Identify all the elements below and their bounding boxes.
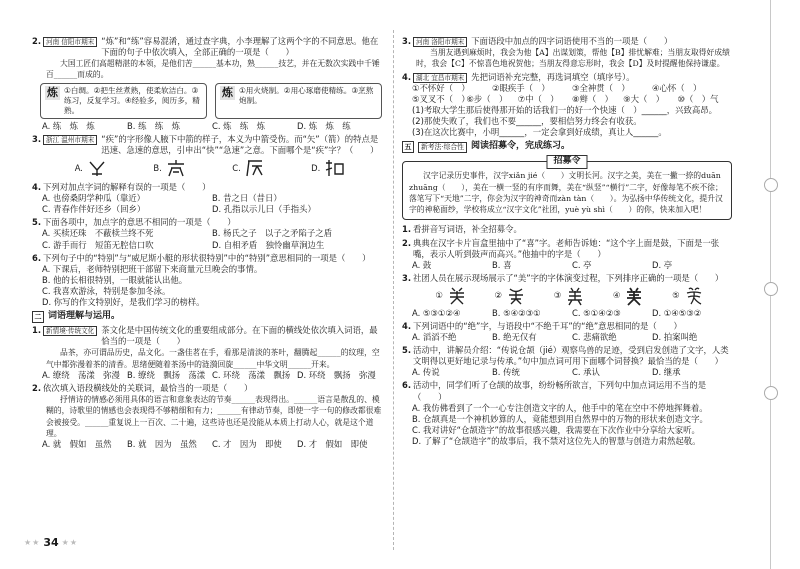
fill-sentence[interactable]: (1)考取大学生那后使得那开始的话我们一的好一个快速（ ）______，兴致高昂。 [412,104,717,115]
question-number: 6. [402,380,412,391]
script-evolution-glyphs [402,284,732,308]
idiom-blank[interactable]: ⑧辫（ ） [571,93,613,104]
glyph-item-3 [554,286,587,306]
card-character: 炼 [222,85,233,99]
ancient-glyph-icon [165,158,187,178]
question-left-4 [32,182,382,215]
option-d[interactable]: D. 环绕 飘扬 弥漫 [297,369,376,380]
options [32,370,382,381]
glyph-option-b[interactable] [153,158,186,178]
recruitment-title: 招募令 [546,155,587,169]
question-stem: 下列对加点字词的解释有误的一项是（ ） [43,182,211,193]
option-d[interactable]: D. 炼 炼 练 [297,120,351,131]
question-number: 5. [32,217,42,228]
question-stem: “炼”和“练”容易混淆，通过查字典，小李理解了这两个字的不同意思。他在下面的句子中依次填入，全部正确的一项是（ ） [101,36,379,58]
option-a[interactable]: A. 下课后，老师特别把班干部留下来商量元旦晚会的事情。 [42,263,263,274]
question-number: 6. [32,252,42,263]
glyph-label: ④ [612,290,621,301]
idiom-blank[interactable]: ⑤叉叉不（ ） [412,93,470,104]
question-stem: 下面语段中加点的四字词语使用不当的一项是（ ） [471,36,673,46]
question-number: 5. [402,345,412,356]
question-stem: 依次填入语段横线处的关联词，最恰当的一项是（ ） [43,383,253,394]
option-b[interactable]: B. 他的长相很特别，一眼就能认出他。 [42,274,188,285]
ancient-glyph-icon [244,158,266,178]
option-d[interactable]: D. 自相矛盾 独怜幽草涧边生 [212,239,325,250]
glyph-option-d[interactable] [311,158,345,178]
card-character: 炼 [47,85,58,99]
idiom-blank[interactable]: ④心怀（ ） [652,82,702,93]
option-c[interactable]: C. 青春作伴好还乡（回乡） [42,204,146,215]
mei-glyph-icon [446,286,468,306]
option-b[interactable]: B. 仓颉真是一个神机妙算的人，竟能想到用自然界中的万物的形状来创造文字。 [412,413,708,424]
section-header-vocabulary [32,311,382,323]
option-b[interactable]: B. 绝无仅有 [492,332,537,343]
glyph-item-2 [495,286,528,306]
option-a[interactable]: A. 也傍桑阴学种瓜（靠近） [42,193,146,204]
fill-sentence[interactable]: (3)在这次比赛中，小明______，一定会拿到好成绩，真让人______。 [412,127,667,138]
dictionary-card-1 [40,83,207,119]
question-passage: 品茶，亦可谓品历史，品文化。一盏佳茗在手，看那是清淡的茶叶，翻腾起______的纹理，空气中都弥漫着茶的清香。思绪便随着茶汤中的涟漪回旋______中华文明______开来。 [46,348,380,369]
options [32,228,382,250]
question-number: 3. [402,272,412,283]
page-number: 34 [43,536,59,549]
options [32,439,382,450]
option-c[interactable]: C. 游手而行 短笛无腔信口吹 [42,239,154,250]
option-b[interactable]: B. 杨氏之子 以子之矛陷子之盾 [212,228,332,239]
option-c[interactable]: C. 环绕 荡漾 飘扬 [212,369,291,380]
mei-glyph-icon [683,286,705,306]
idiom-blank[interactable]: ⑨大（ ） [623,93,665,104]
idiom-blank[interactable]: ⑥步（ ） [466,93,508,104]
question-number: 2. [402,237,412,248]
idiom-fill-row-1 [402,83,732,94]
question-passage: 当朋友遇到麻烦时，我会为他【A】出谋划策，帮他【B】排忧解难；当朋友取得好成绩时，我会【C】不惊喜色地祝贺他；当朋友得意忘形时，我会【D】及时提醒他保持谦虚。 [416,48,730,69]
star-decoration-icon: ★★ [61,537,78,547]
star-decoration-icon: ★★ [24,537,41,547]
option-label: B. [153,162,162,173]
option-b[interactable]: B. 练 练 炼 [127,120,180,131]
option-b[interactable]: B. 就 因为 虽然 [127,439,197,450]
option-c[interactable]: C. 才 因为 即使 [212,439,282,450]
mei-glyph-icon [564,286,586,306]
option-a[interactable]: A. 我仿佛看到了一个一心专注创造文字的人，他手中的笔在空中不停地挥舞着。 [412,402,708,413]
question-number: 2. [32,383,42,394]
section-tag: 新考法·综合性 [418,142,467,153]
option-d[interactable]: D. 亭 [652,259,673,270]
recruitment-notice [402,156,732,220]
question-left-3 [32,134,382,180]
question-stem: 典典在汉字卡片盲盒里抽中了“喜”字。老师告诉她：“这个字上面是鼓，下面是一张嘴，表示人听到鼓声而高兴。”他抽中的字是（ ） [413,237,720,259]
option-b[interactable]: B. 缭绕 飘扬 荡漾 [127,369,206,380]
glyph-item-5 [672,286,705,306]
card-definitions: ①白绸。②把生丝煮熟，使柔软洁白。③练习，反复学习。④经验多，阅历多，精熟。 [64,85,200,115]
question-number: 1. [32,325,42,336]
question-right-r3 [402,273,732,319]
option-b[interactable]: B. 传统 [492,367,520,378]
options [32,193,382,215]
question-stem: 社团人员在展示现场展示了“美”字的字体演变过程，下列排序正确的一项是（ ） [413,272,724,283]
question-stem: 下列词语中的“绝”字，与语段中“不绝千耳”的“绝”意思相同的是（ ） [413,321,682,331]
option-label: D. [311,162,321,173]
option-d[interactable]: D. ①④⑤③② [652,307,702,318]
question-stem: 活动中，同学们听了仓颉的故事，纷纷畅所欲言，下列句中加点词运用不当的是（ ） [413,380,707,402]
options [32,121,382,132]
option-c[interactable]: C. 炼 练 炼 [212,120,266,131]
options [402,260,732,271]
option-a[interactable]: A. 传说 [412,367,440,378]
question-left-2 [32,36,382,132]
question-left-5 [32,217,382,250]
option-c[interactable]: C. ⑤①④②③ [572,307,621,318]
question-number: 2. [32,36,42,46]
dictionary-cards [32,83,382,119]
section-number-icon: 二 [32,311,44,323]
fill-sentence[interactable]: (2)那使失败了，我们也不要______，要相信努力终会有收获。 [412,116,642,127]
options [402,332,732,343]
column-divider [393,30,394,550]
glyph-label: ② [494,290,503,301]
source-tag: 新情境·传统文化 [43,326,97,336]
question-right-r5 [402,345,732,378]
option-c[interactable]: C. 我对讲好“仓颉造字”的故事很感兴趣，我需要在下次作业中分享给大家听。 [412,424,700,435]
option-b[interactable]: B. ⑤④②③① [492,307,541,318]
options [402,367,732,378]
option-b[interactable]: B. 喜 [492,259,512,270]
question-number: 3. [402,36,412,46]
source-tag: 浙江 温州市期末 [43,135,97,145]
section-number-icon: 五 [402,141,414,153]
question-stem: “疾”的字形像人腋下中箭的样子，本义为中箭受伤。而“矢”（箭）的特点是迅速、急速的意思，引申出“快”“急速”之意。下面哪个是“疾”字？（ ） [101,133,379,156]
question-number: 4. [402,321,412,331]
option-a[interactable]: A. 缭绕 荡漾 弥漫 [42,369,120,380]
idiom-fill-row-2 [402,94,732,105]
glyph-item-4 [613,286,646,306]
idiom-blank[interactable]: ③全神贯（ ） [572,82,630,93]
option-a[interactable]: A. 就 假如 虽然 [42,439,112,450]
idiom-blank[interactable]: ⑩（ ）气 [677,93,719,104]
option-c[interactable]: C. 承认 [572,367,600,378]
question-right-r2 [402,238,732,271]
idiom-blank[interactable]: ①不怀好（ ） [412,82,470,93]
option-c[interactable]: C. 我喜欢游泳，特别是参加冬泳。 [42,285,171,296]
section-header-recruitment [402,141,732,153]
option-c[interactable]: C. 悲痛欲绝 [572,332,617,343]
page-number-footer [24,536,78,551]
question-left-vocab-2 [32,383,382,450]
ancient-glyph-icon [86,158,108,178]
options [32,264,382,308]
source-tag: 湖北 宜昌市期末 [413,73,467,83]
option-a[interactable]: A. 滔滔不绝 [412,332,457,343]
question-stem: 先把词语补充完整，再选词填空（填序号）。 [471,71,635,82]
question-right-r6 [402,380,732,447]
question-stem: 活动中，讲解员介绍：“传说仓颉（jié）观察鸟兽的足迹，受到启发创造了文字，人类文明得以更好地记录与传承。”句中加点词可用下面哪个词替换？最恰当的是（ ） [413,345,729,367]
question-stem: 看拼音写词语，补全招募令。 [413,224,522,235]
question-right-4 [402,72,732,139]
section-title: 阅读招募令，完成练习。 [470,141,570,152]
option-a[interactable]: A. 买椟还珠 不蔽椟兰终不死 [42,228,154,239]
option-a[interactable]: A. 鼓 [412,259,432,270]
mei-glyph-icon [505,286,527,306]
card-definitions: ①用火烧制。②用心琢磨使精练。③烹熬炮制。 [239,85,374,105]
binding-hole [764,178,778,192]
ancient-glyph-icon [323,158,345,178]
option-a[interactable]: A. ⑤③①②④ [412,307,461,318]
idiom-blank[interactable]: ⑦中（ ） [517,93,559,104]
glyph-option-a[interactable] [75,158,108,178]
question-right-r4 [402,321,732,343]
question-stem: 茶文化是中国传统文化的重要组成部分。在下面的横线处依次填入词语，最恰当的一项是（ ） [101,325,378,347]
question-passage: 大国工匠们高超精湛的本领，是他们苦______基本功，熟______技艺，并在无数次实践中千锤百______而成的。 [46,59,380,80]
question-passage: 抒情诗的情感必须用具体的语言和意象表达的节奏______表现得出。______语言是散乱的、模糊的，诗歌里的情感也会表现得不够精细和有力；______有律动节奏，即使一字一句的修改都很难会被接受。______重复说上一百次、二十遍，这些诗也还是没能从本质上打动人心，就是这个道理。 [46,395,382,438]
recruitment-body: 汉字记录历史事件，汉字xiǎn jié（ ）文明长河。汉字之美，美在一撇一捺的duān zhuāng（ ），美在一横一竖的有序而舞，美在“纵竖”“横行”二字，好像每笔不疾不徐；落笔写下“天地”二字，你会为汉字的神奇而zàn tàn（ ）。为弘扬中华传统文化，提升汉字的神秘面纱，学校将成立“汉字文化”社团，yuè yù shì（ ）的你，快来加入吧！ [409,171,723,215]
option-a[interactable]: A. 练 炼 炼 [42,120,95,131]
question-number: 3. [32,133,42,144]
right-column [402,36,732,449]
mei-glyph-icon [623,286,645,306]
glyph-label: ① [435,290,443,301]
ancient-glyph-options [32,156,382,180]
binding-hole [764,282,778,296]
options [402,308,732,319]
glyph-option-c[interactable] [232,158,266,178]
option-d[interactable]: D. 了解了“仓颉造字”的故事后，我不禁对这位先人的智慧与创造力肃然起敬。 [412,435,701,446]
option-d[interactable]: D. 继承 [652,367,681,378]
section-title: 词语理解与运用。 [48,311,121,322]
option-d[interactable]: D. 拍案叫绝 [652,332,698,343]
left-column [32,36,382,452]
option-c[interactable]: C. 亭 [572,259,592,270]
source-tag: 河南 洛阳市期末 [413,37,467,47]
question-number: 1. [402,224,412,235]
options [402,403,732,447]
question-number: 4. [402,71,412,82]
question-left-6 [32,253,382,308]
question-number: 4. [32,182,42,193]
option-d[interactable]: D. 才 假如 即使 [297,439,368,450]
glyph-label: ⑤ [672,290,680,301]
question-right-3 [402,36,732,70]
question-left-vocab-1 [32,325,382,381]
question-stem: 下面各项中，加点字的意思不相同的一项是（ ） [43,217,236,228]
option-label: C. [232,162,241,173]
option-label: A. [74,162,83,173]
idiom-blank[interactable]: ②眼疾手（ ） [492,82,550,93]
glyph-label: ③ [553,290,562,301]
binding-hole [764,386,778,400]
option-d[interactable]: D. 你写的作文特别好，是我们学习的榜样。 [42,297,205,308]
source-tag: 河南 信阳市期末 [43,37,97,47]
dictionary-card-2 [215,83,382,119]
question-right-r1 [402,224,732,235]
option-d[interactable]: D. 孔指以示儿曰（手指头） [212,204,316,215]
question-stem: 下列句子中的“特别”与“威尼斯小艇的形状很特别”中的“特别”意思相同的一项是（ ） [43,252,371,263]
glyph-item-1 [435,286,468,306]
option-b[interactable]: B. 昔之日（昔日） [212,193,282,204]
